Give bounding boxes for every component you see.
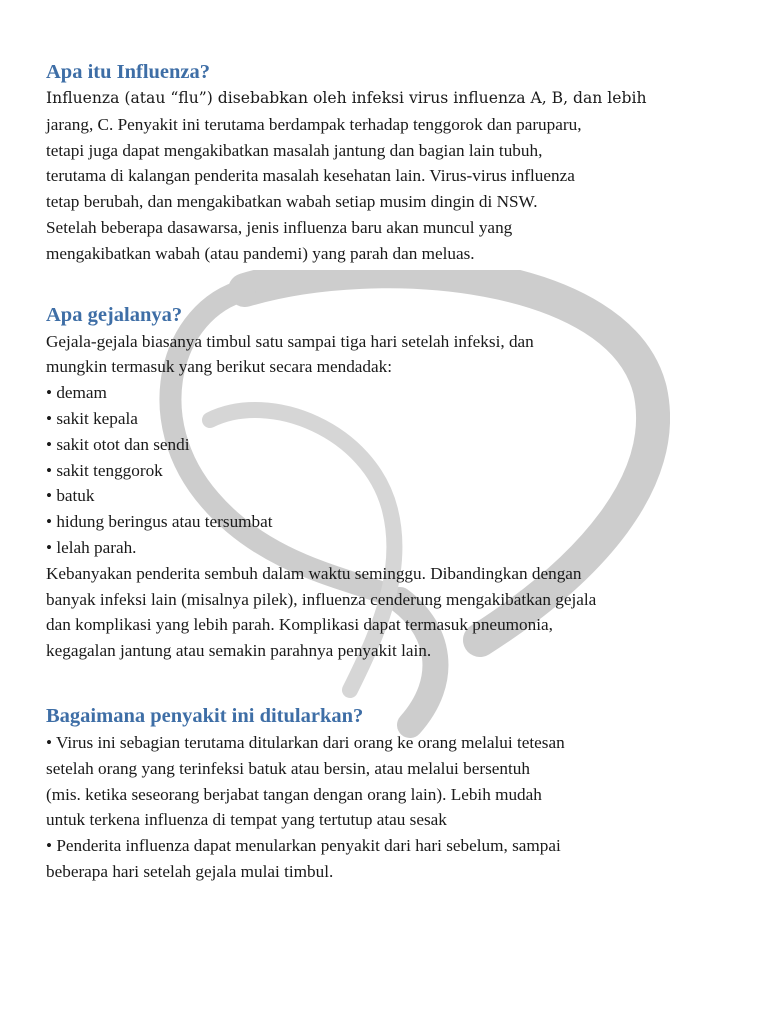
list-item: • demam — [46, 383, 107, 403]
heading-what-is-influenza: Apa itu Influenza? — [46, 61, 211, 83]
text-line: dan komplikasi yang lebih parah. Komplikasi dapat termasuk pneumonia, — [46, 615, 553, 635]
text-line: (mis. ketika seseorang berjabat tangan dengan orang lain). Lebih mudah — [46, 784, 542, 804]
list-item: • sakit tenggorok — [46, 460, 163, 480]
document-body — [46, 58, 726, 885]
list-item: • lelah parah. — [46, 537, 137, 557]
text-line: jarang, C. Penyakit ini terutama berdampak terhadap tenggorok dan paruparu, — [46, 114, 582, 134]
heading-transmission: Bagaimana penyakit ini ditularkan? — [46, 704, 364, 727]
list-item: • hidung beringus atau tersumbat — [46, 512, 273, 532]
text-line: tetapi juga dapat mengakibatkan masalah jantung dan bagian lain tubuh, — [46, 140, 543, 160]
paragraph-transmission — [46, 730, 726, 885]
list-item: • Virus ini sebagian terutama ditularkan dari orang ke orang melalui tetesan — [46, 732, 565, 752]
heading-symptoms: Apa gejalanya? — [46, 303, 183, 326]
list-item: • sakit kepala — [46, 408, 138, 428]
list-item: • sakit otot dan sendi — [46, 434, 190, 454]
text-line: mungkin termasuk yang berikut secara mendadak: — [46, 357, 393, 377]
text-line: mengakibatkan wabah (atau pandemi) yang parah dan meluas. — [46, 243, 475, 263]
text-line: untuk terkena influenza di tempat yang tertutup atau sesak — [46, 810, 447, 830]
text-line: beberapa hari setelah gejala mulai timbul. — [46, 861, 334, 881]
text-line: Influenza (atau “flu”) disebabkan oleh infeksi virus influenza A, B, dan lebih — [46, 89, 647, 107]
paragraph-symptoms — [46, 329, 726, 664]
text-line: Setelah beberapa dasawarsa, jenis influenza baru akan muncul yang — [46, 217, 513, 237]
text-line: banyak infeksi lain (misalnya pilek), influenza cenderung mengakibatkan gejala — [46, 589, 597, 609]
list-item: • Penderita influenza dapat menularkan penyakit dari hari sebelum, sampai — [46, 836, 561, 856]
text-line: setelah orang yang terinfeksi batuk atau bersin, atau melalui bersentuh — [46, 758, 530, 778]
section-what-is-influenza — [46, 58, 726, 267]
text-line: Gejala-gejala biasanya timbul satu sampai tiga hari setelah infeksi, dan — [46, 331, 534, 351]
text-line: terutama di kalangan penderita masalah kesehatan lain. Virus-virus influenza — [46, 166, 575, 186]
list-item: • batuk — [46, 486, 95, 506]
text-line: kegagalan jantung atau semakin parahnya penyakit lain. — [46, 641, 432, 661]
text-line: tetap berubah, dan mengakibatkan wabah setiap musim dingin di NSW. — [46, 192, 538, 212]
paragraph-what-is-influenza — [46, 86, 726, 267]
section-symptoms — [46, 301, 726, 664]
text-line: Kebanyakan penderita sembuh dalam waktu seminggu. Dibandingkan dengan — [46, 563, 582, 583]
section-transmission — [46, 702, 726, 885]
